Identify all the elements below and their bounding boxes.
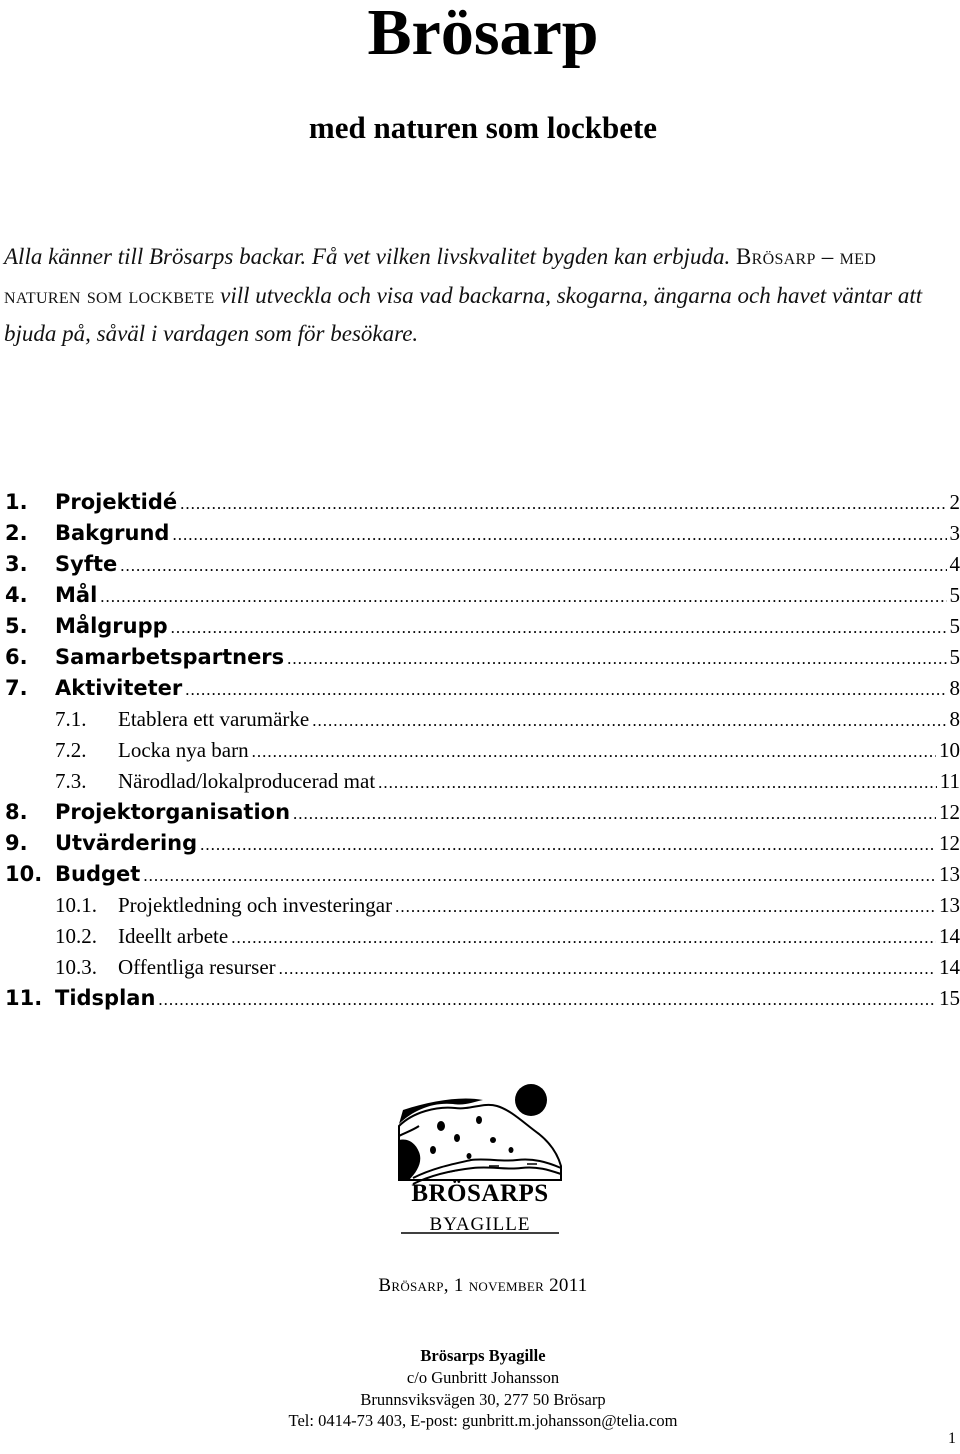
toc-entry[interactable] (5, 611, 960, 642)
toc-entry-title: Ideellt arbete (118, 924, 229, 948)
toc-entry-number: 5. (5, 614, 28, 638)
toc-leader-dots (172, 519, 946, 550)
contact-tel-email: Tel: 0414-73 403, E-post: gunbritt.m.johansson@telia.com (288, 1411, 678, 1430)
toc-leader-dots (180, 488, 946, 519)
toc-entry-title: Etablera ett varumärke (118, 707, 310, 731)
toc-entry-title: Bakgrund (55, 521, 170, 545)
toc-entry-title: Projektorganisation (55, 800, 291, 824)
toc-leader-dots (171, 612, 947, 643)
toc-leader-dots (200, 829, 936, 860)
toc-entry-title: Projektledning och investeringar (118, 893, 393, 917)
contact-co: c/o Gunbritt Johansson (406, 1368, 560, 1387)
toc-entry-number: 7. (5, 676, 28, 700)
toc-entry-page: 13 (939, 893, 960, 917)
toc-entry-title: Locka nya barn (118, 738, 249, 762)
toc-leader-dots (378, 767, 937, 798)
toc-entry-page: 10 (939, 738, 960, 762)
toc-entry-number: 11. (5, 986, 43, 1010)
toc-entry[interactable] (5, 704, 960, 735)
toc-entry-title: Mål (55, 583, 98, 607)
toc-leader-dots (185, 674, 946, 705)
toc-leader-dots (120, 550, 946, 581)
toc-entry-number: 7.1. (55, 707, 87, 731)
toc-entry-title: Aktiviteter (55, 676, 183, 700)
toc-entry-number: 10.2. (55, 924, 97, 948)
toc-entry-number: 8. (5, 800, 28, 824)
toc-entry-title: Målgrupp (55, 614, 168, 638)
toc-entry-number: 9. (5, 831, 28, 855)
toc-entry[interactable] (5, 673, 960, 704)
logo-name: BRÖSARPS (411, 1180, 549, 1207)
toc-entry[interactable] (5, 735, 960, 766)
toc-entry[interactable] (5, 921, 960, 952)
toc-entry[interactable] (5, 952, 960, 983)
toc-entry[interactable] (5, 983, 960, 1014)
toc-leader-dots (231, 922, 936, 953)
toc-entry-title: Offentliga resurser (118, 955, 276, 979)
toc-entry-title: Samarbetspartners (55, 645, 285, 669)
toc-entry-number: 7.2. (55, 738, 87, 762)
toc-entry-title: Utvärdering (55, 831, 198, 855)
toc-entry-page: 3 (949, 521, 960, 545)
toc-entry-number: 1. (5, 490, 28, 514)
toc-leader-dots (279, 953, 936, 984)
toc-entry[interactable] (5, 797, 960, 828)
toc-entry-page: 5 (949, 583, 960, 607)
toc-entry[interactable] (5, 487, 960, 518)
toc-entry-page: 5 (949, 614, 960, 638)
document-subtitle: med naturen som lockbete (308, 110, 658, 145)
toc-entry-title: Projektidé (55, 490, 178, 514)
toc-leader-dots (395, 891, 936, 922)
toc-entry-page: 8 (949, 707, 960, 731)
toc-entry-title: Syfte (55, 552, 118, 576)
toc-entry-number: 2. (5, 521, 28, 545)
toc-entry-page: 11 (939, 769, 960, 793)
toc-entry[interactable] (5, 766, 960, 797)
toc-entry-page: 14 (939, 955, 960, 979)
toc-entry-page: 12 (939, 831, 960, 855)
toc-entry-title: Budget (55, 862, 141, 886)
toc-entry-number: 10.1. (55, 893, 97, 917)
toc-entry[interactable] (5, 580, 960, 611)
toc-entry-page: 8 (949, 676, 960, 700)
intro-paragraph (4, 238, 956, 354)
toc-leader-dots (287, 643, 946, 674)
toc-entry[interactable] (5, 890, 960, 921)
contact-address: Brunnsviksvägen 30, 277 50 Brösarp (360, 1390, 606, 1409)
toc-leader-dots (252, 736, 936, 767)
toc-entry-number: 4. (5, 583, 28, 607)
contact-organization: Brösarps Byagille (420, 1346, 546, 1365)
intro-text-2: vill utveckla och visa vad backarna, skogarna, ängarna och havet väntar att bjuda på, såväl i vardagen som för besökare. (4, 282, 923, 346)
toc-entry-number: 10.3. (55, 955, 97, 979)
toc-leader-dots (293, 798, 936, 829)
toc-entry-title: Tidsplan (55, 986, 156, 1010)
toc-entry-title: Närodlad/lokalproducerad mat (118, 769, 376, 793)
toc-leader-dots (158, 984, 936, 1015)
document-title: Brösarp (367, 0, 599, 69)
toc-entry-number: 3. (5, 552, 28, 576)
toc-entry[interactable] (5, 828, 960, 859)
toc-entry[interactable] (5, 549, 960, 580)
toc-entry[interactable] (5, 859, 960, 890)
intro-text-1: Alla känner till Brösarps backar. Få vet vilken livskvalitet bygden kan erbjuda. (4, 244, 736, 269)
toc-entry-page: 12 (939, 800, 960, 824)
toc-entry[interactable] (5, 518, 960, 549)
toc-entry-page: 5 (949, 645, 960, 669)
toc-entry-number: 7.3. (55, 769, 87, 793)
toc-leader-dots (143, 860, 936, 891)
page-number: 1 (948, 1430, 956, 1447)
toc-entry-page: 13 (939, 862, 960, 886)
toc-entry-page: 14 (939, 924, 960, 948)
document-date: Brösarp, 1 november 2011 (378, 1275, 588, 1296)
toc-leader-dots (312, 705, 946, 736)
logo-subname: BYAGILLE (429, 1214, 531, 1235)
toc-entry-page: 4 (949, 552, 960, 576)
table-of-contents (5, 487, 960, 1014)
toc-entry[interactable] (5, 642, 960, 673)
toc-entry-number: 6. (5, 645, 28, 669)
toc-entry-page: 2 (949, 490, 960, 514)
toc-entry-number: 10. (5, 862, 43, 886)
toc-leader-dots (100, 581, 946, 612)
toc-entry-page: 15 (939, 986, 960, 1010)
intro-caps: Brösarp – med naturen som lockbete (4, 244, 877, 308)
